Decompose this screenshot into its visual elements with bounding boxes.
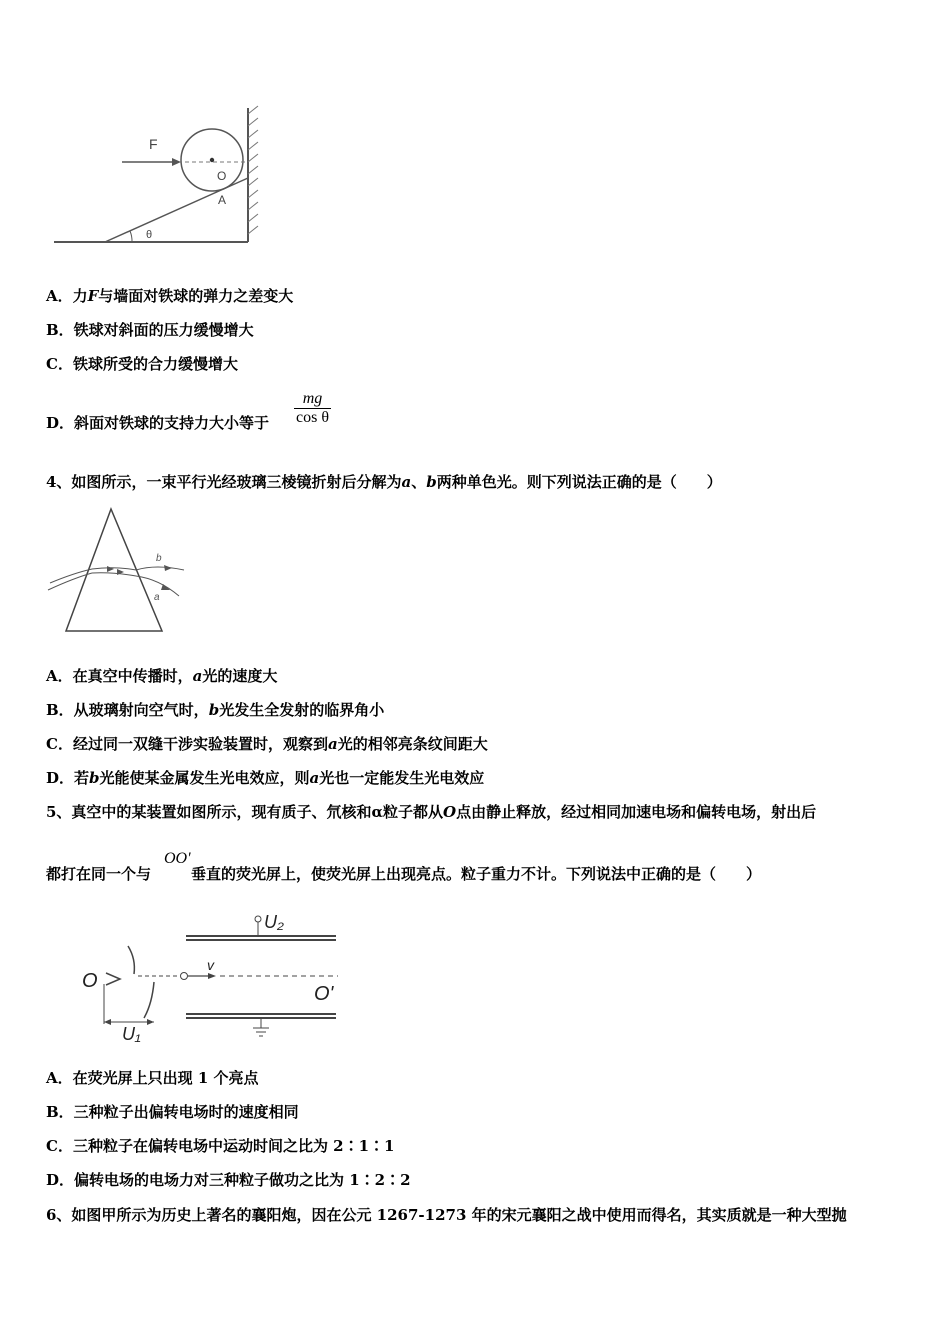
q5-stem1-post: 点由静止释放，经过相同加速电场和偏转电场，射出后 bbox=[456, 803, 817, 821]
oo-axis-symbol: OO' bbox=[164, 850, 191, 867]
q6-stem: 6、如图甲所示为历史上著名的襄阳炮，因在公元 1267-1273 年的宋元襄阳之战中使用而得名，其实质就是一种大型抛 bbox=[46, 1206, 847, 1224]
q5-stem2-post: 垂直的荧光屏上，使荧光屏上出现亮点。粒子重力不计。下列说法中正确的是（ ） bbox=[191, 865, 762, 883]
q3-option-a-pre: A．力 bbox=[46, 287, 88, 305]
q4-option-c-post: 光的相邻亮条纹间距大 bbox=[337, 735, 488, 753]
q4-option-b-var: b bbox=[208, 701, 220, 719]
velocity-label: v bbox=[207, 957, 214, 973]
q4-option-d-post: 光也一定能发生光电效应 bbox=[319, 769, 485, 787]
q4-option-d-mid: 光能使某金属发生光电效应，则 bbox=[99, 769, 310, 787]
q4-stem-pre: 4、如图所示，一束平行光经玻璃三棱镜折射后分解为 bbox=[46, 473, 402, 491]
q4-option-a-pre: A．在真空中传播时， bbox=[46, 667, 193, 685]
u1-label: U₁ bbox=[122, 1024, 141, 1044]
q5-option-b[interactable]: B．三种粒子出偏转电场时的速度相同 bbox=[46, 1103, 299, 1121]
q4-option-a[interactable] bbox=[46, 666, 277, 686]
q4-option-a-post: 光的速度大 bbox=[202, 667, 278, 685]
q4-option-d-var1: b bbox=[89, 769, 100, 787]
q5-stem1-pre: 5、真空中的某装置如图所示，现有质子、氘核和α粒子都从 bbox=[46, 803, 443, 821]
q3-option-d[interactable]: D．斜面对铁球的支持力大小等于 bbox=[46, 414, 270, 432]
contact-label: A bbox=[218, 193, 227, 207]
q4-option-a-var: a bbox=[192, 667, 203, 685]
q4-option-c[interactable] bbox=[46, 734, 488, 754]
q4-option-b-pre: B．从玻璃射向空气时， bbox=[46, 701, 209, 719]
force-label: F bbox=[149, 136, 158, 152]
q5-stem1-var: O bbox=[442, 803, 457, 821]
ray-b-label: b bbox=[156, 553, 162, 564]
prism-figure bbox=[44, 506, 204, 636]
q4-option-d-pre: D．若 bbox=[46, 769, 90, 787]
q5-option-c[interactable]: C．三种粒子在偏转电场中运动时间之比为 2∶1∶1 bbox=[46, 1137, 395, 1155]
q4-stem-post: 两种单色光。则下列说法正确的是（ ） bbox=[436, 473, 722, 491]
q4-stem-a: a bbox=[401, 473, 412, 491]
origin-label: O bbox=[82, 970, 98, 992]
fraction-numerator: mg bbox=[302, 390, 323, 407]
q4-option-d[interactable] bbox=[46, 768, 484, 788]
q4-stem-b: b bbox=[426, 473, 437, 491]
q5-stem-line1 bbox=[46, 802, 816, 822]
u2-label: U₂ bbox=[264, 912, 284, 932]
q3-option-c[interactable]: C．铁球所受的合力缓慢增大 bbox=[46, 355, 238, 373]
exit-label: O' bbox=[314, 983, 334, 1005]
q4-option-c-pre: C．经过同一双缝干涉实验装置时，观察到 bbox=[46, 735, 328, 753]
field-figure bbox=[76, 904, 346, 1044]
q4-stem bbox=[46, 472, 722, 492]
q3-option-b[interactable]: B．铁球对斜面的压力缓慢增大 bbox=[46, 321, 254, 339]
q3-option-a[interactable] bbox=[46, 286, 293, 306]
q4-option-b[interactable] bbox=[46, 700, 384, 720]
q5-option-a[interactable]: A．在荧光屏上只出现 1 个亮点 bbox=[46, 1069, 259, 1087]
q3-fraction bbox=[294, 390, 331, 427]
q3-option-a-var: F bbox=[87, 287, 99, 305]
q5-stem-line2 bbox=[46, 864, 761, 884]
q3-option-a-post: 与墙面对铁球的弹力之差变大 bbox=[98, 287, 294, 305]
q4-option-b-post: 光发生全发射的临界角小 bbox=[219, 701, 385, 719]
incline-ball-figure bbox=[50, 100, 270, 255]
angle-label: θ bbox=[146, 229, 153, 241]
center-label: O bbox=[217, 169, 227, 183]
ray-a-label: a bbox=[154, 592, 160, 603]
q4-stem-mid: 、 bbox=[411, 473, 427, 491]
q5-stem2-pre: 都打在同一个与 bbox=[46, 865, 152, 883]
q4-option-c-var: a bbox=[327, 735, 338, 753]
q5-option-d[interactable]: D．偏转电场的电场力对三种粒子做功之比为 1∶2∶2 bbox=[46, 1171, 411, 1189]
fraction-denominator: cos θ bbox=[296, 409, 329, 426]
q4-option-d-var2: a bbox=[309, 769, 320, 787]
